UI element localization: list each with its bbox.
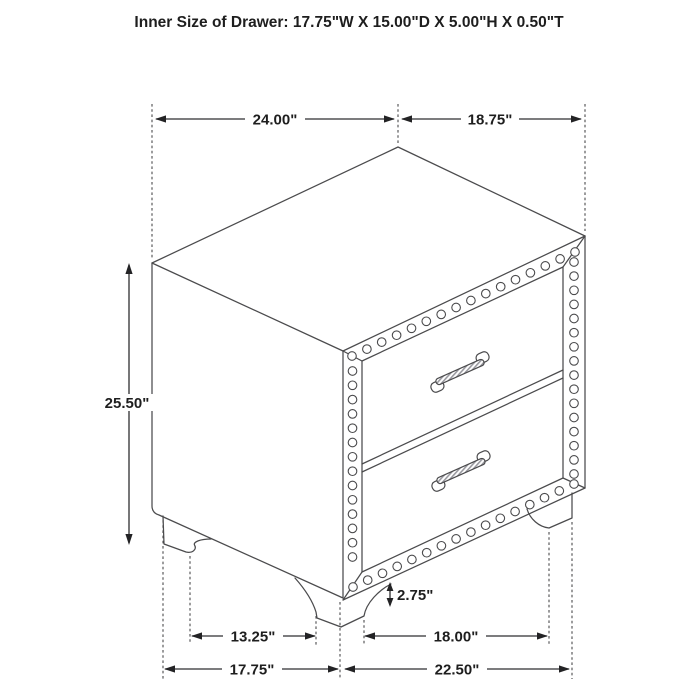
nailhead-icon bbox=[570, 286, 579, 295]
nailhead-icon bbox=[511, 507, 520, 516]
nailhead-icon bbox=[348, 410, 357, 419]
nailhead-icon bbox=[570, 357, 579, 366]
dimension-base-inner-right-label: 18.00" bbox=[433, 628, 479, 646]
nailhead-icon bbox=[408, 555, 417, 564]
nailhead-icon bbox=[452, 535, 461, 544]
nailhead-icon bbox=[570, 480, 579, 489]
dimension-base-outer-right-label: 22.50" bbox=[434, 661, 480, 679]
nailhead-icon bbox=[570, 399, 579, 408]
nailhead-icon bbox=[437, 542, 446, 551]
nailhead-icon bbox=[348, 510, 357, 519]
nailhead-icon bbox=[481, 521, 490, 530]
nailhead-icon bbox=[422, 317, 431, 326]
nailhead-icon bbox=[570, 272, 579, 281]
nailhead-icon bbox=[378, 569, 387, 578]
nailhead-icon bbox=[570, 470, 579, 479]
dimension-base-outer-left-label: 17.75" bbox=[229, 661, 275, 679]
nailhead-icon bbox=[511, 275, 520, 284]
nailhead-icon bbox=[496, 282, 505, 291]
nailhead-icon bbox=[570, 456, 579, 465]
nailhead-icon bbox=[348, 538, 357, 547]
nailhead-icon bbox=[349, 583, 358, 592]
nailhead-icon bbox=[526, 500, 535, 509]
dimension-top-depth-label: 18.75" bbox=[467, 111, 513, 129]
nailhead-icon bbox=[348, 352, 357, 361]
nailhead-icon bbox=[348, 496, 357, 505]
nailhead-icon bbox=[541, 262, 550, 271]
nailhead-icon bbox=[540, 493, 549, 502]
nailhead-icon bbox=[570, 371, 579, 380]
nailhead-icon bbox=[422, 548, 431, 557]
nailhead-icon bbox=[392, 331, 401, 340]
nailhead-icon bbox=[407, 324, 416, 333]
nailhead-icon bbox=[570, 328, 579, 337]
nailhead-icon bbox=[348, 467, 357, 476]
nailhead-icon bbox=[482, 289, 491, 298]
nailhead-icon bbox=[348, 524, 357, 533]
dimension-top-width-label: 24.00" bbox=[252, 111, 298, 129]
nailhead-icon bbox=[570, 258, 579, 267]
nailhead-icon bbox=[467, 296, 476, 305]
nailhead-icon bbox=[348, 381, 357, 390]
nailhead-icon bbox=[556, 255, 565, 264]
nailhead-icon bbox=[467, 528, 476, 537]
nailhead-icon bbox=[377, 338, 386, 347]
diagram-title: Inner Size of Drawer: 17.75"W X 15.00"D X 5.00"H X 0.50"T bbox=[134, 14, 564, 31]
nailhead-icon bbox=[437, 310, 446, 319]
nailhead-icon bbox=[570, 441, 579, 450]
nailhead-icon bbox=[571, 248, 580, 257]
nailhead-icon bbox=[348, 553, 357, 562]
nailhead-icon bbox=[393, 562, 402, 571]
nailhead-icon bbox=[348, 395, 357, 404]
nailhead-icon bbox=[348, 367, 357, 376]
nailhead-icon bbox=[526, 269, 535, 278]
nailhead-icon bbox=[570, 385, 579, 394]
nailhead-icon bbox=[363, 345, 372, 354]
nailhead-icon bbox=[348, 438, 357, 447]
nailhead-icon bbox=[348, 453, 357, 462]
dimension-base-inner-left-label: 13.25" bbox=[230, 628, 276, 646]
nailhead-icon bbox=[452, 303, 461, 312]
nailhead-icon bbox=[570, 413, 579, 422]
nailhead-icon bbox=[555, 487, 564, 496]
dimension-leg-height-label: 2.75" bbox=[397, 587, 434, 604]
nailhead-icon bbox=[348, 481, 357, 490]
nailhead-icon bbox=[570, 427, 579, 436]
nailhead-icon bbox=[570, 300, 579, 309]
nailhead-icon bbox=[570, 314, 579, 323]
nailhead-icon bbox=[570, 343, 579, 352]
nailhead-icon bbox=[496, 514, 505, 523]
dimension-overall-height-label: 25.50" bbox=[104, 395, 150, 412]
nailhead-icon bbox=[348, 424, 357, 433]
nailhead-icon bbox=[363, 576, 372, 585]
